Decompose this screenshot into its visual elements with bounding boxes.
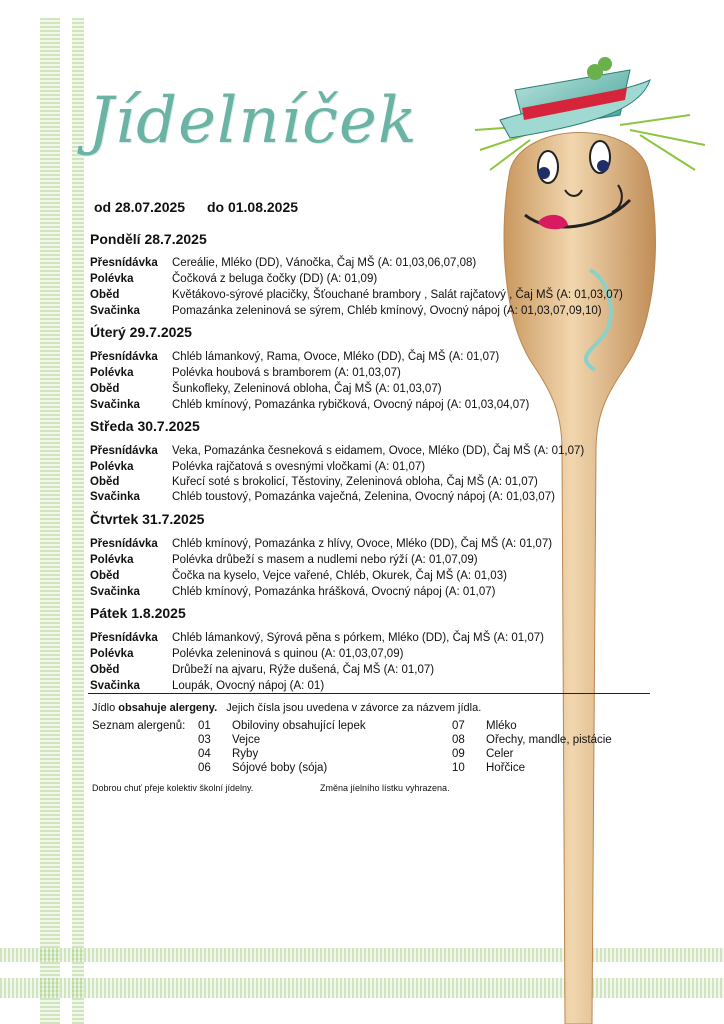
meal-row xyxy=(90,272,377,286)
meal-label: Přesnídávka xyxy=(90,257,158,269)
meal-text: Čočka na kyselo, Vejce vařené, Chléb, Okurek, Čaj MŠ (A: 01,03) xyxy=(172,570,507,582)
allergen-list-label: Seznam alergenů: xyxy=(92,720,186,732)
meal-text: Veka, Pomazánka česneková s eidamem, Ovoce, Mléko (DD), Čaj MŠ (A: 01,07) xyxy=(172,445,585,457)
date-to: do 01.08.2025 xyxy=(206,199,299,215)
allergen-number: 03 xyxy=(198,734,211,746)
meal-label: Oběd xyxy=(90,664,120,676)
allergen-name: Ořechy, mandle, pistácie xyxy=(486,734,612,746)
wooden-spoon-illustration xyxy=(470,20,724,1024)
meal-text: Chléb kmínový, Pomazánka z hlívy, Ovoce, Mléko (DD), Čaj MŠ (A: 01,07) xyxy=(172,538,553,550)
meal-row xyxy=(90,679,324,693)
meal-row xyxy=(90,366,401,380)
meal-row xyxy=(90,647,403,661)
meal-text: Chléb kmínový, Pomazánka rybičková, Ovocný nápoj (A: 01,03,04,07) xyxy=(172,399,530,411)
allergen-note-suffix: Jejich čísla jsou uvedena v závorce za názvem jídla. xyxy=(217,702,482,714)
meal-text: Polévka houbová s bramborem (A: 01,03,07) xyxy=(172,367,401,379)
page-title: Jídelníček xyxy=(88,84,418,158)
meal-row xyxy=(90,256,476,270)
meal-row xyxy=(90,490,555,504)
meal-row xyxy=(90,398,529,412)
meal-text: Polévka zeleninová s quinou (A: 01,03,07,09) xyxy=(172,648,404,660)
meal-text: Loupák, Ovocný nápoj (A: 01) xyxy=(172,680,325,692)
allergen-number: 09 xyxy=(452,748,465,760)
day-title: Čtvrtek 31.7.2025 xyxy=(90,511,205,527)
meal-row xyxy=(90,475,538,489)
allergen-name: Mléko xyxy=(486,720,517,732)
allergen-name: Obiloviny obsahující lepek xyxy=(232,720,366,732)
date-from: od 28.07.2025 xyxy=(94,199,186,215)
meal-label: Přesnídávka xyxy=(90,351,158,363)
meal-text: Drůbeží na ajvaru, Rýže dušená, Čaj MŠ (A: 01,07) xyxy=(172,664,435,676)
meal-row xyxy=(90,288,623,302)
meal-row xyxy=(90,569,507,583)
allergen-name: Celer xyxy=(486,748,514,760)
meal-text: Chléb lámankový, Sýrová pěna s pórkem, Mléko (DD), Čaj MŠ (A: 01,07) xyxy=(172,632,544,644)
footer-disclaimer: Změna jíelního lístku vyhrazena. xyxy=(320,783,450,793)
allergen-name: Vejce xyxy=(232,734,261,746)
allergen-number: 07 xyxy=(452,720,465,732)
allergen-note xyxy=(92,702,481,714)
allergen-item xyxy=(452,720,517,732)
meal-row xyxy=(90,537,552,551)
meal-label: Polévka xyxy=(90,273,134,285)
meal-text: Čočková z beluga čočky (DD) (A: 01,09) xyxy=(172,273,378,285)
meal-text: Pomazánka zeleninová se sýrem, Chléb kmínový, Ovocný nápoj (A: 01,03,07,09,10) xyxy=(172,305,602,317)
meal-text: Šunkofleky, Zeleninová obloha, Čaj MŠ (A: 01,03,07) xyxy=(172,383,442,395)
meal-label: Polévka xyxy=(90,461,134,473)
meal-label: Svačinka xyxy=(90,305,140,317)
meal-label: Oběd xyxy=(90,570,120,582)
allergen-item xyxy=(452,762,525,774)
meal-label: Přesnídávka xyxy=(90,632,158,644)
meal-label: Svačinka xyxy=(90,399,140,411)
meal-row xyxy=(90,444,584,458)
allergen-name: Hořčice xyxy=(486,762,525,774)
allergen-number: 04 xyxy=(198,748,211,760)
decor-stripe-left-2 xyxy=(72,18,84,1024)
meal-label: Polévka xyxy=(90,648,134,660)
day-title: Středa 30.7.2025 xyxy=(90,418,200,434)
meal-row xyxy=(90,382,442,396)
meal-label: Přesnídávka xyxy=(90,445,158,457)
meal-label: Svačinka xyxy=(90,680,140,692)
meal-text: Polévka drůbeží s masem a nudlemi nebo rýží (A: 01,07,09) xyxy=(172,554,478,566)
meal-label: Polévka xyxy=(90,554,134,566)
allergen-number: 01 xyxy=(198,720,211,732)
meal-row xyxy=(90,553,478,567)
allergen-name: Ryby xyxy=(232,748,259,760)
meal-label: Svačinka xyxy=(90,491,140,503)
allergen-name: Sójové boby (sója) xyxy=(232,762,328,774)
allergen-number: 08 xyxy=(452,734,465,746)
decor-stripe-left-1 xyxy=(40,18,60,1024)
allergen-number: 10 xyxy=(452,762,465,774)
meal-label: Oběd xyxy=(90,476,120,488)
meal-text: Polévka rajčatová s ovesnými vločkami (A: 01,07) xyxy=(172,461,426,473)
allergen-item xyxy=(198,734,260,746)
allergen-note-prefix: Jídlo xyxy=(92,702,119,714)
allergen-number: 06 xyxy=(198,762,211,774)
meal-label: Svačinka xyxy=(90,586,140,598)
meal-row xyxy=(90,350,499,364)
meal-text: Chléb kmínový, Pomazánka hrášková, Ovocný nápoj (A: 01,07) xyxy=(172,586,496,598)
meal-row xyxy=(90,460,425,474)
date-range xyxy=(94,199,316,215)
meal-row xyxy=(90,663,434,677)
divider-line xyxy=(88,693,650,694)
meal-text: Kuřecí soté s brokolicí, Těstoviny, Zeleninová obloha, Čaj MŠ (A: 01,07) xyxy=(172,476,538,488)
meal-text: Chléb toustový, Pomazánka vaječná, Zelenina, Ovocný nápoj (A: 01,03,07) xyxy=(172,491,555,503)
meal-label: Oběd xyxy=(90,289,120,301)
allergen-item xyxy=(452,734,612,746)
day-title: Pondělí 28.7.2025 xyxy=(90,231,207,247)
allergen-item xyxy=(198,720,366,732)
allergen-note-bold: obsahuje alergeny. xyxy=(118,702,218,714)
meal-label: Přesnídávka xyxy=(90,538,158,550)
meal-text: Cereálie, Mléko (DD), Vánočka, Čaj MŠ (A: 01,03,06,07,08) xyxy=(172,257,477,269)
meal-text: Květákovo-sýrové placičky, Šťouchané brambory , Salát rajčatový , Čaj MŠ (A: 01,03,07) xyxy=(172,289,623,301)
allergen-item xyxy=(198,762,327,774)
meal-label: Polévka xyxy=(90,367,134,379)
meal-row xyxy=(90,631,544,645)
meal-text: Chléb lámankový, Rama, Ovoce, Mléko (DD), Čaj MŠ (A: 01,07) xyxy=(172,351,500,363)
day-title: Pátek 1.8.2025 xyxy=(90,605,186,621)
day-title: Úterý 29.7.2025 xyxy=(90,324,192,340)
footer-greeting: Dobrou chuť přeje kolektiv školní jídelny. xyxy=(92,783,254,793)
meal-row xyxy=(90,304,602,318)
meal-label: Oběd xyxy=(90,383,120,395)
meal-row xyxy=(90,585,495,599)
allergen-item xyxy=(452,748,513,760)
allergen-item xyxy=(198,748,258,760)
